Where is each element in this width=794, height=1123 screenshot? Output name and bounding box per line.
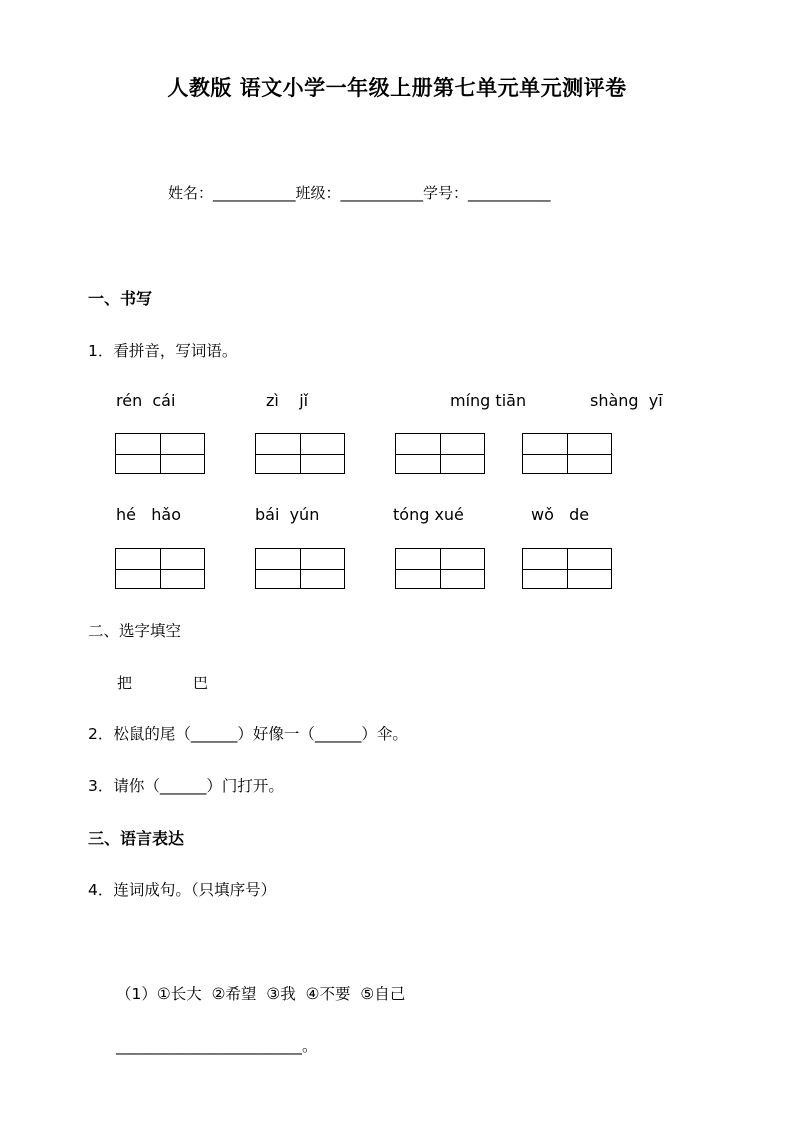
pinyin-label: hé hǎo (116, 505, 181, 524)
pinyin-label: tóng xué (393, 505, 464, 524)
section-heading-language-expression: 三、语言表达 (88, 829, 185, 848)
pinyin-label: míng tiān (450, 391, 527, 410)
pinyin-label: zì jǐ (266, 391, 309, 410)
pinyin-label: shàng yī (590, 391, 663, 410)
section-heading-choose-characters: 二、选字填空 (88, 622, 182, 640)
writing-grid[interactable] (255, 548, 345, 589)
pinyin-label: rén cái (116, 391, 176, 410)
choice-character: 巴 (193, 674, 209, 692)
question-4: 4．连词成句。（只填序号） (88, 881, 277, 899)
pinyin-label: bái yún (255, 505, 320, 524)
writing-grid[interactable] (522, 433, 612, 474)
pinyin-label: wǒ de (531, 505, 590, 524)
writing-grid[interactable] (255, 433, 345, 474)
question-1: 1．看拼音，写词语。 (88, 342, 238, 360)
question-2: 2．松鼠的尾（______）好像一（______）伞。 (88, 725, 408, 743)
writing-grid[interactable] (522, 548, 612, 589)
answer-line[interactable]: ________________________。 (116, 1037, 318, 1055)
question-4-item-1: （1）①长大 ②希望 ③我 ④不要 ⑤自己 (116, 985, 406, 1003)
writing-grid[interactable] (395, 433, 485, 474)
writing-grid[interactable] (115, 433, 205, 474)
writing-grid[interactable] (395, 548, 485, 589)
page-title: 人教版 语文小学一年级上册第七单元单元测评卷 (167, 76, 627, 100)
writing-grid[interactable] (115, 548, 205, 589)
choice-character: 把 (117, 674, 133, 692)
question-3: 3．请你（______）门打开。 (88, 777, 284, 795)
section-heading-writing: 一、书写 (88, 289, 153, 308)
student-info-line: 姓名：___________班级：___________学号：___________ (168, 184, 551, 202)
